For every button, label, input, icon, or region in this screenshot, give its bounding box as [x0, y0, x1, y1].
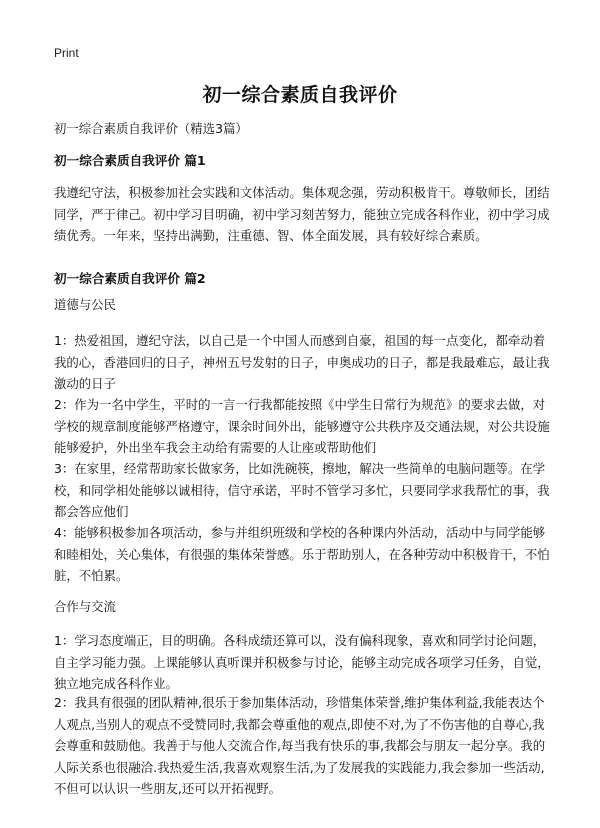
ethics-item-2: 2：作为一名中学生，平时的一言一行我都能按照《中学生日常行为规范》的要求去做，对学校的规章制度能够严格遵守，课余时间外出，能够遵守公共秩序及交通法规，对公共设施能够爱护，外出坐车我会主动给有需要的人让座或帮助他们	[54, 397, 550, 455]
ethics-item-4: 4：能够积极参加各项活动，参与并组织班级和学校的各种课内外活动，活动中与同学能够和睦相处，关心集体，有很强的集体荣誉感。乐于帮助别人，在各种劳动中积极肯干，不怕脏，不怕累。	[54, 525, 550, 583]
page-title: 初一综合素质自我评价	[202, 84, 398, 106]
ethics-item-3: 3：在家里，经常帮助家长做家务，比如洗碗筷，擦地，解决一些简单的电脑问题等。在学校，和同学相处能够以诚相待，信守承诺，平时不管学习多忙，只要同学求我帮忙的事，我都会答应他们	[54, 461, 550, 519]
article2-heading: 初一综合素质自我评价 篇2	[54, 271, 206, 286]
page-subtitle: 初一综合素质自我评价（精选3篇）	[54, 121, 248, 136]
article1-body: 我遵纪守法，积极参加社会实践和文体活动。集体观念强，劳动积极肯干。尊敬师长，团结同学，严于律己。初中学习目明确，初中学习刻苦努力，能独立完成各科作业，初中学习成绩优秀。一年来，坚持出满勤，注重德、智、体全面发展，具有较好综合素质。	[54, 185, 550, 243]
cooperation-item-1: 1：学习态度端正，目的明确。各科成绩还算可以，没有偏科现象，喜欢和同学讨论问题，自主学习能力强。上课能够认真听课并积极参与讨论，能够主动完成各项学习任务，自觉，独立地完成各科作业。	[54, 633, 550, 691]
section-title-ethics: 道德与公民	[54, 297, 116, 312]
article1-heading: 初一综合素质自我评价 篇1	[54, 153, 206, 168]
section-title-cooperation: 合作与交流	[54, 599, 116, 614]
ethics-item-1: 1：热爱祖国，遵纪守法，以自己是一个中国人而感到自豪，祖国的每一点变化，都牵动着我的心，香港回归的日子，神州五号发射的日子，申奥成功的日子，都是我最难忘，最让我激动的日子	[54, 333, 550, 391]
cooperation-item-2: 2：我具有很强的团队精神,很乐于参加集体活动，珍惜集体荣誉,维护集体利益,我能表达个人观点,当别人的观点不受赞同时,我都会尊重他的观点,即使不对,为了不伤害他的自尊心,我会尊重和鼓励他。我善于与他人交流合作,每当我有快乐的事,我都会与朋友一起分享。我的人际关系也很融洽.我热爱生活,我喜欢观察生活,为了发展我的实践能力,我会参加一些活动,不但可以认识一些朋友,还可以开拓视野。	[54, 695, 546, 796]
print-label[interactable]: Print	[54, 46, 79, 60]
